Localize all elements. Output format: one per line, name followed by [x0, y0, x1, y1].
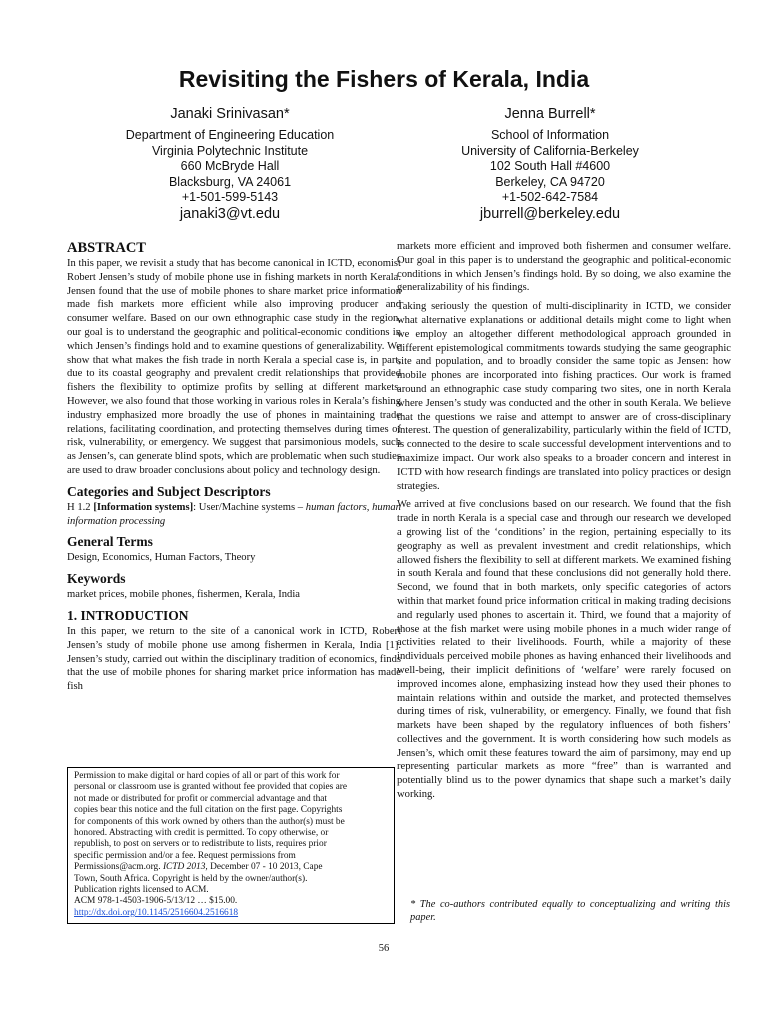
abstract-text: In this paper, we revisit a study that has become canonical in ICTD, economist Robert Jensen’s study of mobile phone use in fishing markets in north Kerala. Jensen found that the use of mobile phones to share market price information made fish markets more efficient while also improving producer and consumer welfare. Based on our own ethnographic case study in the region, our goal is to understand the geographic and political-economic conditions in which Jensen’s findings hold and to examine questions of generalizability. We show that what makes the fish trade in north Kerala a special case is, in part, due to its coastal geography and prevalent credit relationships that provided fishers the flexibility to optimize profits by selling at different markets. However, we also found that those working in various roles in Kerala’s fishing industry emphasized more broadly the use of phones in maintaining trade relations, facilitating coordination, and protecting themselves during times of risk, vulnerability, or emergency. We suggest that parsimonious models, such as Jensen’s, can generate blind spots, which are problematic when such studies are used to draw broader conclusions about policy and technology design.	[67, 258, 401, 476]
author-block-2	[380, 106, 720, 223]
permission-line: honored. Abstracting with credit is permitted. To copy otherwise, or	[74, 828, 329, 839]
conference-dates: December 07 - 10 2013, Cape	[207, 862, 323, 873]
author-name: Janaki Srinivasan*	[170, 106, 290, 122]
category-class: [Information systems]	[93, 501, 194, 513]
abstract-heading: ABSTRACT	[67, 240, 146, 256]
keywords-heading: Keywords	[67, 571, 126, 587]
categories-heading: Categories and Subject Descriptors	[67, 483, 271, 499]
introduction-paragraph: We arrived at five conclusions based on our research. We found that the fish trade in north Kerala is a special case and through our research we developed a growing list of the ‘conditions’ in the region, pertaining especially to its geography as well as prevalent investment and credit relationships, which allowed fishers the flexibility to sell at different markets. We examined fishing in south Kerala and found that these conclusions did not generally hold there. Second, we found that in both markets, only specific categories of actors within that market found price information critical in making trading decisions and regularly used phones to ascertain it. Third, we found that a majority of those at the fish market were using mobile phones in a much wider range of activities related to their livelihoods. Fourth, while a majority of these individuals perceived mobile phones as having enhanced their livelihoods and well-being, their implicit definitions of ‘welfare’ were rarely focused on improved incomes alone, emphasizing instead how they used their phones to maintain relations within and outside the market, and protected themselves during times of risk, vulnerability, or emergency. Finally, we found that fish markets have been shaped by the regulatory influences of both fishers’ collectives and the government. It is worth considering how such models as Jensen’s, which omit these features toward the aim of parsimony, may end up representing particular markets as more “free” than is warranted and potentially blind us to the power dynamics that shape such a market’s daily working.	[397, 499, 731, 801]
author-phone: +1-501-599-5143	[181, 190, 279, 204]
conference-name: ICTD 2013,	[162, 862, 208, 873]
permissions-email: Permissions@acm.org.	[74, 862, 163, 873]
general-terms-text: Design, Economics, Human Factors, Theory	[67, 552, 256, 564]
author-address-line: Berkeley, CA 94720	[495, 174, 605, 189]
author-department: Department of Engineering Education	[125, 128, 335, 142]
general-terms-heading: General Terms	[67, 534, 153, 550]
permission-line: for components of this work owned by others than the author(s) must be	[74, 816, 345, 827]
permission-line: republish, to post on servers or to redistribute to lists, requires prior	[74, 839, 327, 850]
permission-notice-box	[67, 767, 395, 924]
paper-title: Revisiting the Fishers of Kerala, India	[178, 66, 590, 92]
author-address-line: Blacksburg, VA 24061	[168, 174, 292, 189]
author-department: School of Information	[490, 128, 610, 142]
permission-line: specific permission and/or a fee. Request permissions from	[74, 850, 296, 861]
page-number: 56	[378, 943, 390, 954]
permission-line: copies bear this notice and the full citation on the first page. Copyrights	[74, 805, 343, 816]
doi-link[interactable]: http://dx.doi.org/10.1145/2516604.2516618	[74, 907, 239, 918]
author-email: janaki3@vt.edu	[179, 205, 281, 222]
author-name: Jenna Burrell*	[504, 106, 596, 122]
author-email: jburrell@berkeley.edu	[479, 205, 621, 222]
left-column	[67, 240, 401, 694]
permission-line: Town, South Africa. Copyright is held by the owner/author(s).	[74, 873, 308, 884]
author-block-1	[60, 106, 400, 223]
permission-line: personal or classroom use is granted without fee provided that copies are	[74, 782, 348, 793]
category-subclass: : User/Machine systems –	[193, 501, 306, 513]
author-institution: Virginia Polytechnic Institute	[151, 143, 309, 158]
permission-line	[74, 862, 388, 873]
co-author-footnote: * The co-authors contributed equally to conceptualizing and writing this paper.	[410, 899, 730, 923]
introduction-paragraph: Taking seriously the question of multi-disciplinarity in ICTD, we consider what alternative explanations or additional details might come to light when we employ an altogether different methodological approach grounded in different epistemological commitments towards studying the same geographic site and population, and to broadly consider the same topic as Jensen: how mobile phones are incorporated into fishing practices. Our work is framed around an ethnographic case study comparing two sites, one in north Kerala where Jensen’s study was conducted and the other in south Kerala. We believe that the questions we raise and attempt to answer are of cross-disciplinary interest. The question of generalizability, particularly within the field of ICTD, is connected to the desire to scale successful development interventions and to maximize impact. Our work also speaks to a broader concern and interest in ICTD with how research findings are translated into policy practices or design strategies.	[397, 301, 731, 492]
author-address-line: 102 South Hall #4600	[489, 159, 611, 173]
introduction-text: In this paper, we return to the site of a canonical work in ICTD, Robert Jensen’s study of mobile phone use among fishermen in Kerala, India [1]. Jensen’s study, carried out within the disciplinary tradition of economics, finds that the use of mobile phones for sharing market price information has made fish	[67, 625, 401, 693]
author-address-line: 660 McBryde Hall	[180, 159, 280, 173]
introduction-heading: 1. INTRODUCTION	[67, 607, 189, 623]
introduction-paragraph: markets more efficient and improved both fishermen and consumer welfare. Our goal in this paper is to understand the geographic and political-economic conditions in which Jensen’s findings hold. By so doing, we also examine the generalizability of his findings.	[397, 241, 731, 294]
permission-line: Publication rights licensed to ACM.	[74, 885, 209, 896]
author-institution: University of California-Berkeley	[461, 143, 639, 158]
acm-isbn: ACM 978-1-4503-1906-5/13/12 … $15.00.	[74, 896, 238, 907]
category-code: H 1.2	[67, 501, 94, 513]
keywords-text: market prices, mobile phones, fishermen, Kerala, India	[67, 589, 300, 601]
categories-text	[67, 501, 401, 529]
author-phone: +1-502-642-7584	[501, 190, 599, 204]
permission-line: Permission to make digital or hard copies of all or part of this work for	[74, 771, 340, 781]
category-descriptors: human factors, human information processing	[67, 501, 401, 527]
right-column	[397, 240, 731, 807]
permission-line: not made or distributed for profit or commercial advantage and that	[74, 793, 328, 804]
